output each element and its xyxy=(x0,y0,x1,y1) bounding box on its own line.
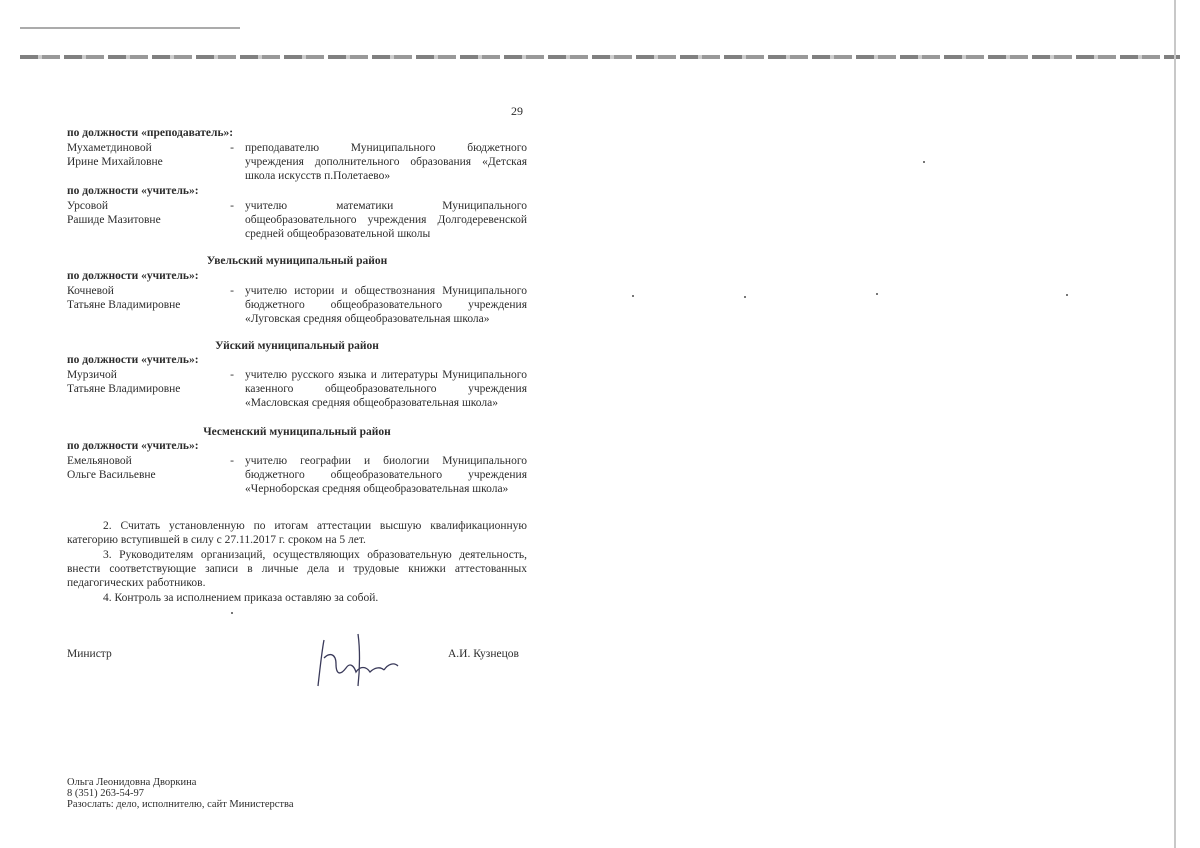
signatory-name: А.И. Кузнецов xyxy=(448,648,519,660)
entry-dash: - xyxy=(230,285,234,297)
person-entry xyxy=(67,284,527,340)
person-entry xyxy=(67,368,527,424)
scan-artifact-top-left xyxy=(20,27,240,29)
district-title: Уйский муниципальный район xyxy=(215,340,379,352)
order-paragraph-4: 4. Контроль за исполнением приказа оставляю за собой. xyxy=(103,592,379,604)
district-title: Увельский муниципальный район xyxy=(206,255,388,267)
person-name: Кочневой Татьяне Владимировне xyxy=(67,285,181,311)
page-number: 29 xyxy=(511,104,523,118)
person-position: учителю истории и обществознания Муниципального бюджетного общеобразовательного учреждения «Луговская средняя общеобразовательная школа» xyxy=(245,285,527,325)
scan-artifact-top xyxy=(20,55,1180,59)
person-name: Мурзичой Татьяне Владимировне xyxy=(67,369,181,395)
order-paragraph-2: 2. Считать установленную по итогам аттестации высшую квалификационную категорию вступившей в силу с 27.11.2017 г. сроком на 5 лет. xyxy=(67,520,527,546)
distribution-list: Разослать: дело, исполнителю, сайт Министерства xyxy=(67,799,294,810)
person-name: Урсовой Рашиде Мазитовне xyxy=(67,200,161,226)
person-name: Мухаметдиновой Ирине Михайловне xyxy=(67,142,163,168)
executor-phone: 8 (351) 263-54-97 xyxy=(67,788,144,799)
signatory-position: Министр xyxy=(67,648,112,660)
person-entry xyxy=(67,199,527,255)
person-position: преподавателю Муниципального бюджетного учреждения дополнительного образования «Детская школа искусств п.Полетаево» xyxy=(245,142,527,182)
position-heading: по должности «учитель»: xyxy=(67,185,199,197)
entry-dash: - xyxy=(230,200,234,212)
scan-speck xyxy=(231,612,233,614)
scan-artifact-right-edge xyxy=(1174,0,1176,848)
order-paragraph-3: 3. Руководителям организаций, осуществляющих образовательную деятельность, внести соответствующие записи в личные дела и трудовые книжки аттестованных педагогических работников. xyxy=(67,549,527,589)
position-heading: по должности «учитель»: xyxy=(67,270,199,282)
handwritten-signature xyxy=(300,628,410,690)
person-position: учителю географии и биологии Муниципального бюджетного общеобразовательного учреждения «Черноборская средняя общеобразовательная школа» xyxy=(245,455,527,495)
scan-speck xyxy=(744,296,746,298)
person-entry xyxy=(67,454,527,514)
executor-name: Ольга Леонидовна Дворкина xyxy=(67,777,197,788)
scan-speck xyxy=(876,293,878,295)
scan-speck xyxy=(923,161,925,163)
position-heading: по должности «учитель»: xyxy=(67,440,199,452)
scan-speck xyxy=(632,295,634,297)
person-position: учителю математики Муниципального общеобразовательного учреждения Долгодеревенской средней общеобразовательной школы xyxy=(245,200,527,240)
district-title: Чесменский муниципальный район xyxy=(203,426,391,438)
position-heading: по должности «преподаватель»: xyxy=(67,127,234,139)
entry-dash: - xyxy=(230,455,234,467)
entry-dash: - xyxy=(230,369,234,381)
person-name: Емельяновой Ольге Васильевне xyxy=(67,455,156,481)
person-position: учителю русского языка и литературы Муниципального казенного общеобразовательного учреждения «Масловская средняя общеобразовательная школа» xyxy=(245,369,527,409)
entry-dash: - xyxy=(230,142,234,154)
person-entry xyxy=(67,141,527,183)
position-heading: по должности «учитель»: xyxy=(67,354,199,366)
scan-speck xyxy=(1066,294,1068,296)
